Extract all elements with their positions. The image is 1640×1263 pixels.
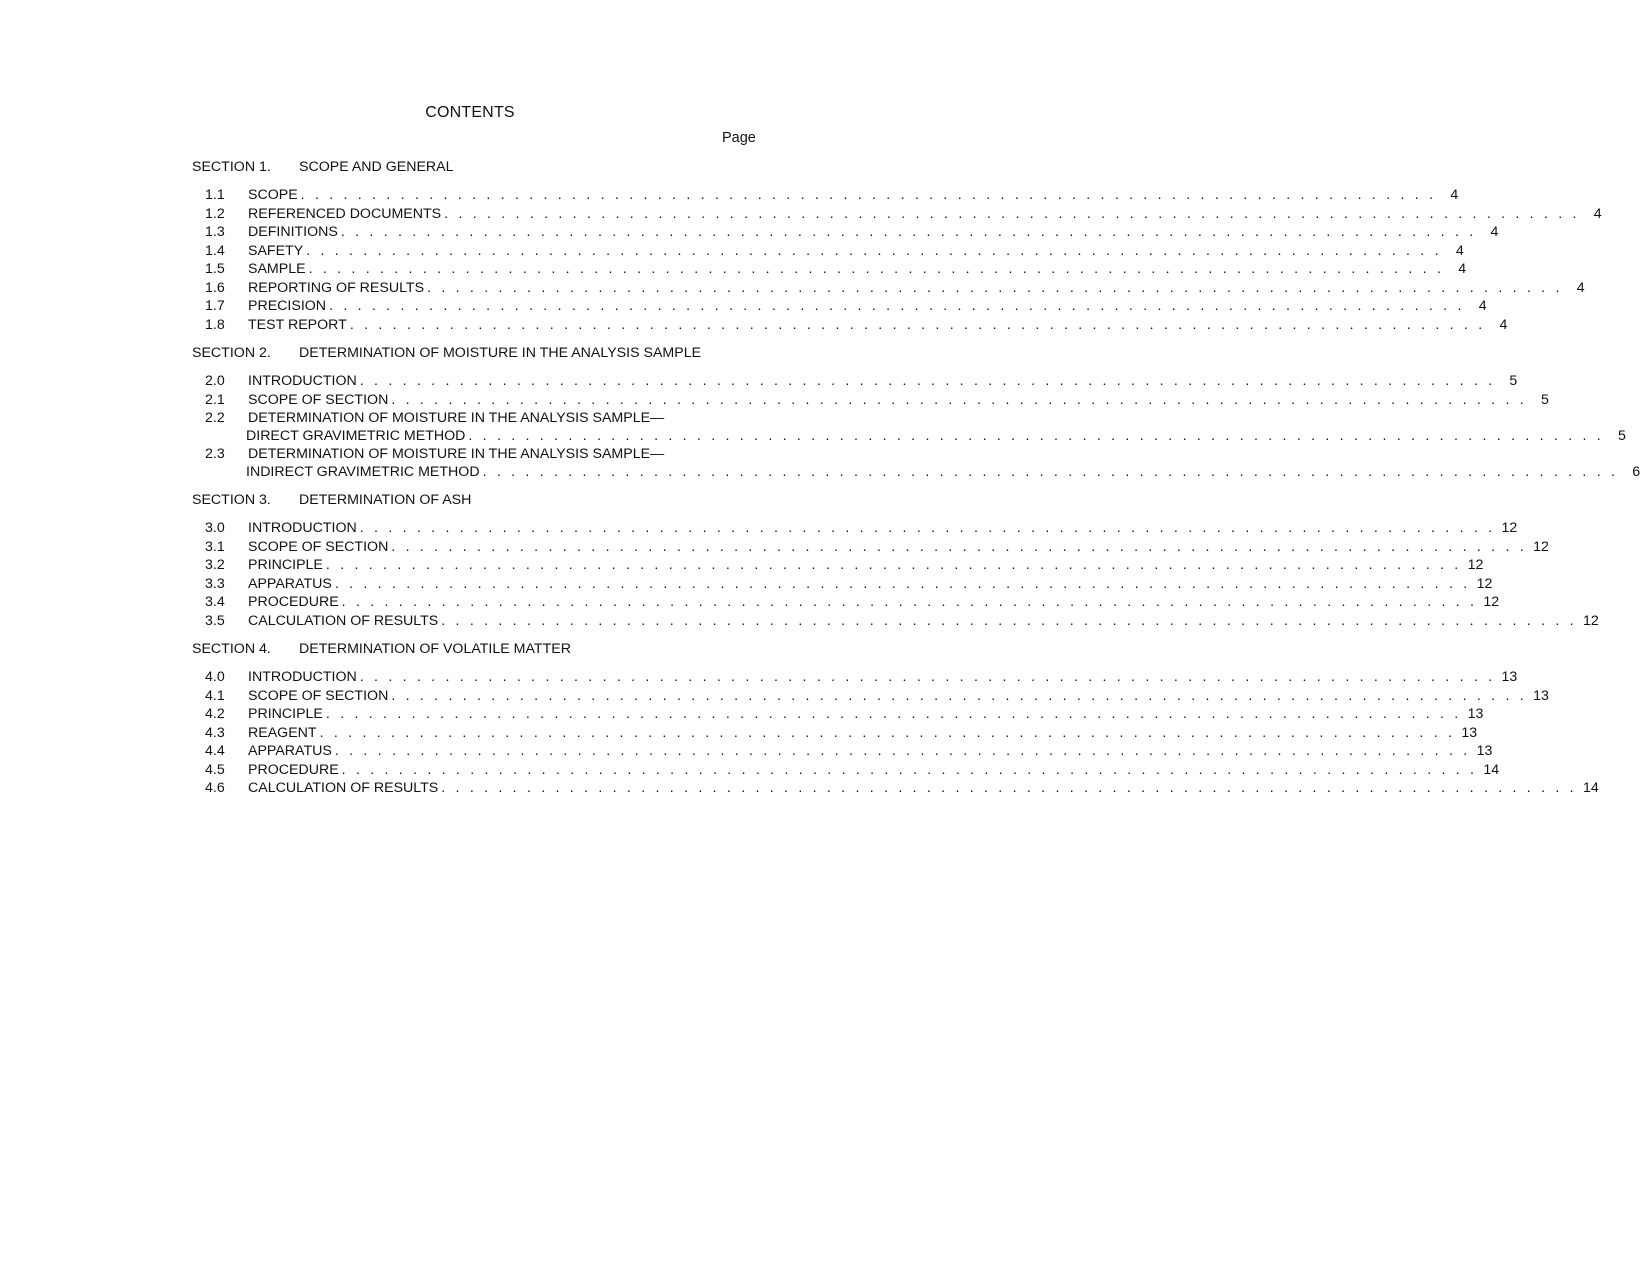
section-heading[interactable]: [192, 158, 760, 177]
toc-entry[interactable]: [192, 705, 1484, 724]
toc-entry[interactable]: [192, 445, 1640, 481]
toc-entry[interactable]: [192, 279, 1585, 298]
entry-number: 1.3: [205, 224, 225, 240]
entry-label: INTRODUCTION: [248, 669, 357, 685]
entry-number: 3.2: [205, 557, 225, 573]
entry-label: SCOPE OF SECTION: [248, 391, 389, 408]
entry-page-number: 13: [1476, 743, 1493, 759]
entry-label: SCOPE: [248, 187, 298, 203]
toc-section: [192, 640, 1599, 798]
entry-number: 2.3: [205, 446, 225, 462]
entry-page-number: 4: [1450, 187, 1459, 203]
entry-number: 3.1: [205, 538, 225, 555]
entry-number: 2.2: [205, 410, 225, 426]
entry-number: 3.3: [205, 575, 225, 592]
entry-body: [248, 612, 1599, 631]
toc-entry[interactable]: [192, 242, 1464, 261]
entry-number: 3.5: [205, 612, 225, 629]
section-title: DETERMINATION OF MOISTURE IN THE ANALYSIS SAMPLE: [299, 345, 702, 361]
entry-body: [248, 242, 1464, 261]
toc-entry[interactable]: [192, 260, 1467, 279]
entry-number: 4.4: [205, 743, 225, 759]
entry-label: INTRODUCTION: [248, 520, 357, 536]
toc-entry[interactable]: [192, 372, 1518, 391]
toc-entry[interactable]: [192, 205, 1602, 224]
entry-lines: [248, 445, 1640, 481]
entry-page-number: 14: [1583, 780, 1599, 796]
toc-entry[interactable]: [192, 687, 1549, 706]
section-number: SECTION 2.: [192, 345, 271, 361]
entry-label: PROCEDURE: [248, 761, 339, 778]
section-title: DETERMINATION OF ASH: [299, 492, 472, 508]
entry-page-number: 4: [1458, 261, 1467, 277]
entry-page-number: 12: [1583, 612, 1599, 629]
toc-entry[interactable]: [192, 409, 1626, 445]
section-heading[interactable]: [192, 491, 760, 510]
entry-label: REPORTING OF RESULTS: [248, 279, 425, 296]
toc-entry[interactable]: [192, 761, 1500, 780]
section-number: SECTION 4.: [192, 641, 271, 657]
entry-page-number: 4: [1576, 279, 1585, 296]
entry-number: 3.0: [205, 520, 225, 536]
entry-number: 4.0: [205, 669, 225, 685]
entry-body: [248, 556, 1483, 575]
entry-number: 4.1: [205, 687, 225, 704]
entry-label: SAFETY: [248, 242, 304, 259]
entry-page-number: 4: [1478, 298, 1487, 314]
entry-page-number: 6: [1632, 464, 1640, 480]
toc-entry[interactable]: [192, 316, 1508, 335]
section-number: SECTION 3.: [192, 492, 271, 508]
entry-label-continued: DIRECT GRAVIMETRIC METHOD: [246, 428, 466, 444]
entry-label: SCOPE OF SECTION: [248, 687, 389, 704]
dot-leader: . . . . . . . . . . . . . . . . . . . . . . . . . . . . . . . . . . . . . . . . . . . . . . . . . . . . . . . . . . . . . . . . . . . . . . . . . . . . . . . .: [359, 669, 1496, 685]
entry-page-number: 4: [1455, 242, 1464, 259]
table-of-contents: [192, 158, 1640, 808]
entry-number: 4.5: [205, 761, 225, 778]
entry-page-number: 12: [1476, 575, 1493, 592]
entry-number: 2.0: [205, 373, 225, 389]
toc-entry[interactable]: [192, 779, 1599, 798]
entry-body: [248, 223, 1498, 242]
entry-body: [248, 297, 1487, 316]
entry-label: INTRODUCTION: [248, 373, 357, 389]
toc-entry[interactable]: [192, 593, 1500, 612]
entry-lines: [248, 409, 1626, 445]
entry-body: [248, 687, 1549, 706]
entry-label: DEFINITIONS: [248, 224, 338, 240]
dot-leader: . . . . . . . . . . . . . . . . . . . . . . . . . . . . . . . . . . . . . . . . . . . . . . . . . . . . . . . . . . . . . . . . . . . . . . . . . . . . . . . .: [334, 575, 1471, 592]
entry-page-number: 12: [1533, 538, 1549, 555]
entry-number: 1.5: [205, 261, 225, 277]
entry-body: [248, 205, 1602, 224]
dot-leader: . . . . . . . . . . . . . . . . . . . . . . . . . . . . . . . . . . . . . . . . . . . . . . . . . . . . . . . . . . . . . . . . . . . . . . . . . . . . . . . .: [334, 743, 1471, 759]
entry-label: TEST REPORT: [248, 316, 347, 333]
toc-entry[interactable]: [192, 668, 1518, 687]
entry-label: PRECISION: [248, 298, 327, 314]
entry-body: [248, 260, 1466, 279]
entry-label: APPARATUS: [248, 575, 332, 592]
dot-leader: . . . . . . . . . . . . . . . . . . . . . . . . . . . . . . . . . . . . . . . . . . . . . . . . . . . . . . . . . . . . . . . . . . . . . . . . . . . . . . . .: [300, 187, 1437, 203]
toc-entry[interactable]: [192, 742, 1493, 761]
entry-page-number: 13: [1467, 706, 1484, 722]
entry-number: 4.2: [205, 706, 225, 722]
entry-label: PROCEDURE: [248, 594, 339, 610]
entry-body: [248, 519, 1517, 538]
entry-label: SCOPE OF SECTION: [248, 538, 389, 555]
contents-title: CONTENTS: [425, 104, 515, 121]
dot-leader: . . . . . . . . . . . . . . . . . . . . . . . . . . . . . . . . . . . . . . . . . . . . . . . . . . . . . . . . . . . . . . . . . . . . . . . . . . . . . . . .: [306, 242, 1442, 259]
entry-number: 1.6: [205, 279, 225, 296]
entry-page-number: 13: [1501, 669, 1518, 685]
dot-leader: . . . . . . . . . . . . . . . . . . . . . . . . . . . . . . . . . . . . . . . . . . . . . . . . . . . . . . . . . . . . . . . . . . . . . . . . . . . . . . . .: [391, 391, 1527, 408]
toc-entry[interactable]: [192, 223, 1499, 242]
entry-body: [248, 279, 1585, 298]
entry-number: 1.8: [205, 316, 225, 333]
entry-number: 1.4: [205, 242, 225, 259]
dot-leader: . . . . . . . . . . . . . . . . . . . . . . . . . . . . . . . . . . . . . . . . . . . . . . . . . . . . . . . . . . . . . . . . . . . . . . . . . . . . . . . .: [359, 520, 1496, 536]
entry-number: 4.3: [205, 724, 225, 741]
dot-leader: . . . . . . . . . . . . . . . . . . . . . . . . . . . . . . . . . . . . . . . . . . . . . . . . . . . . . . . . . . . . . . . . . . . . . . . . . . . . . . . .: [391, 687, 1527, 704]
dot-leader: . . . . . . . . . . . . . . . . . . . . . . . . . . . . . . . . . . . . . . . . . . . . . . . . . . . . . . . . . . . . . . . . . . . . . . . . . . . . . . . .: [482, 464, 1619, 480]
entry-page-number: 4: [1499, 316, 1508, 333]
dot-leader: . . . . . . . . . . . . . . . . . . . . . . . . . . . . . . . . . . . . . . . . . . . . . . . . . . . . . . . . . . . . . . . . . . . . . . . . . . . . . . . .: [308, 261, 1445, 277]
entry-page-number: 5: [1618, 428, 1626, 444]
entry-label: REFERENCED DOCUMENTS: [248, 205, 442, 222]
dot-leader: . . . . . . . . . . . . . . . . . . . . . . . . . . . . . . . . . . . . . . . . . . . . . . . . . . . . . . . . . . . . . . . . . . . . . . . . . . . . . . . .: [391, 538, 1527, 555]
entry-page-number: 12: [1483, 594, 1500, 610]
dot-leader: . . . . . . . . . . . . . . . . . . . . . . . . . . . . . . . . . . . . . . . . . . . . . . . . . . . . . . . . . . . . . . . . . . . . . . . . . . . . . . . .: [319, 724, 1456, 741]
dot-leader: . . . . . . . . . . . . . . . . . . . . . . . . . . . . . . . . . . . . . . . . . . . . . . . . . . . . . . . . . . . . . . . . . . . . . . . . . . . . . . . .: [341, 594, 1478, 610]
entry-label: CALCULATION OF RESULTS: [248, 612, 439, 629]
entry-body: [248, 593, 1499, 612]
entry-label-continued-row: [246, 463, 1640, 481]
entry-body: [248, 575, 1492, 594]
entry-label: CALCULATION OF RESULTS: [248, 780, 439, 796]
entry-body: [248, 705, 1483, 724]
entry-page-number: 4: [1593, 205, 1602, 222]
entry-page-number: 12: [1501, 520, 1518, 536]
entry-body: [248, 724, 1477, 743]
entry-page-number: 5: [1540, 391, 1549, 408]
entry-page-number: 13: [1461, 724, 1478, 741]
toc-entry[interactable]: [192, 391, 1549, 410]
toc-entry[interactable]: [192, 556, 1484, 575]
dot-leader: . . . . . . . . . . . . . . . . . . . . . . . . . . . . . . . . . . . . . . . . . . . . . . . . . . . . . . . . . . . . . . . . . . . . . . . . . . . . . . . .: [325, 557, 1462, 573]
entry-page-number: 4: [1490, 224, 1499, 240]
section-heading[interactable]: [192, 344, 760, 363]
entry-number: 2.1: [205, 391, 225, 408]
entry-page-number: 12: [1467, 557, 1484, 573]
entry-number: 3.4: [205, 594, 225, 610]
toc-entry[interactable]: [192, 186, 1459, 205]
dot-leader: . . . . . . . . . . . . . . . . . . . . . . . . . . . . . . . . . . . . . . . . . . . . . . . . . . . . . . . . . . . . . . . . . . . . . . . . . . . . . . . .: [441, 612, 1577, 629]
entry-page-number: 13: [1533, 687, 1549, 704]
entry-number: 1.7: [205, 298, 225, 314]
toc-entry[interactable]: [192, 519, 1518, 538]
toc-entry[interactable]: [192, 724, 1478, 743]
section-heading[interactable]: [192, 640, 760, 659]
entry-number: 1.2: [205, 205, 225, 222]
toc-section: [192, 491, 1599, 630]
entry-body: [248, 186, 1458, 205]
section-title: SCOPE AND GENERAL: [299, 159, 454, 175]
entry-label-continued-row: [246, 427, 1626, 445]
toc-entry[interactable]: [192, 612, 1599, 631]
toc-section: [192, 344, 1640, 481]
entry-number: 4.6: [205, 780, 225, 796]
entry-body: [248, 761, 1499, 780]
entry-label: PRINCIPLE: [248, 706, 323, 722]
entry-page-number: 5: [1509, 373, 1518, 389]
entry-label: REAGENT: [248, 724, 317, 741]
entry-body: [248, 372, 1517, 391]
dot-leader: . . . . . . . . . . . . . . . . . . . . . . . . . . . . . . . . . . . . . . . . . . . . . . . . . . . . . . . . . . . . . . . . . . . . . . . . . . . . . . . .: [341, 761, 1478, 778]
entry-page-number: 14: [1483, 761, 1500, 778]
entry-label: APPARATUS: [248, 743, 332, 759]
entry-body: [248, 779, 1599, 798]
dot-leader: . . . . . . . . . . . . . . . . . . . . . . . . . . . . . . . . . . . . . . . . . . . . . . . . . . . . . . . . . . . . . . . . . . . . . . . . . . . . . . . .: [441, 780, 1577, 796]
toc-entry[interactable]: [192, 297, 1487, 316]
page-column-header: Page: [722, 130, 756, 146]
section-title: DETERMINATION OF VOLATILE MATTER: [299, 641, 571, 657]
entry-label: DETERMINATION OF MOISTURE IN THE ANALYSIS SAMPLE—: [248, 446, 665, 462]
entry-body: [248, 742, 1492, 761]
toc-entry[interactable]: [192, 538, 1549, 557]
section-number: SECTION 1.: [192, 159, 271, 175]
entry-label-continued: INDIRECT GRAVIMETRIC METHOD: [246, 464, 480, 480]
entry-label: DETERMINATION OF MOISTURE IN THE ANALYSIS SAMPLE—: [248, 410, 665, 426]
entry-body: [248, 668, 1517, 687]
dot-leader: . . . . . . . . . . . . . . . . . . . . . . . . . . . . . . . . . . . . . . . . . . . . . . . . . . . . . . . . . . . . . . . . . . . . . . . . . . . . . . . .: [325, 706, 1462, 722]
toc-entry[interactable]: [192, 575, 1493, 594]
dot-leader: . . . . . . . . . . . . . . . . . . . . . . . . . . . . . . . . . . . . . . . . . . . . . . . . . . . . . . . . . . . . . . . . . . . . . . . . . . . . . . . .: [359, 373, 1496, 389]
dot-leader: . . . . . . . . . . . . . . . . . . . . . . . . . . . . . . . . . . . . . . . . . . . . . . . . . . . . . . . . . . . . . . . . . . . . . . . . . . . . . . . .: [349, 316, 1486, 333]
dot-leader: . . . . . . . . . . . . . . . . . . . . . . . . . . . . . . . . . . . . . . . . . . . . . . . . . . . . . . . . . . . . . . . . . . . . . . . . . . . . . . . .: [468, 428, 1604, 444]
entry-label: PRINCIPLE: [248, 557, 323, 573]
dot-leader: . . . . . . . . . . . . . . . . . . . . . . . . . . . . . . . . . . . . . . . . . . . . . . . . . . . . . . . . . . . . . . . . . . . . . . . . . . . . . . . .: [340, 224, 1477, 240]
entry-label: SAMPLE: [248, 261, 306, 277]
entry-number: 1.1: [205, 187, 225, 203]
entry-body: [248, 538, 1549, 557]
dot-leader: . . . . . . . . . . . . . . . . . . . . . . . . . . . . . . . . . . . . . . . . . . . . . . . . . . . . . . . . . . . . . . . . . . . . . . . . . . . . . . . .: [329, 298, 1465, 314]
toc-section: [192, 158, 1602, 334]
dot-leader: . . . . . . . . . . . . . . . . . . . . . . . . . . . . . . . . . . . . . . . . . . . . . . . . . . . . . . . . . . . . . . . . . . . . . . . . . . . . . . . .: [427, 279, 1563, 296]
entry-body: [248, 316, 1507, 335]
dot-leader: . . . . . . . . . . . . . . . . . . . . . . . . . . . . . . . . . . . . . . . . . . . . . . . . . . . . . . . . . . . . . . . . . . . . . . . . . . . . . . . .: [444, 205, 1580, 222]
entry-body: [248, 391, 1549, 410]
